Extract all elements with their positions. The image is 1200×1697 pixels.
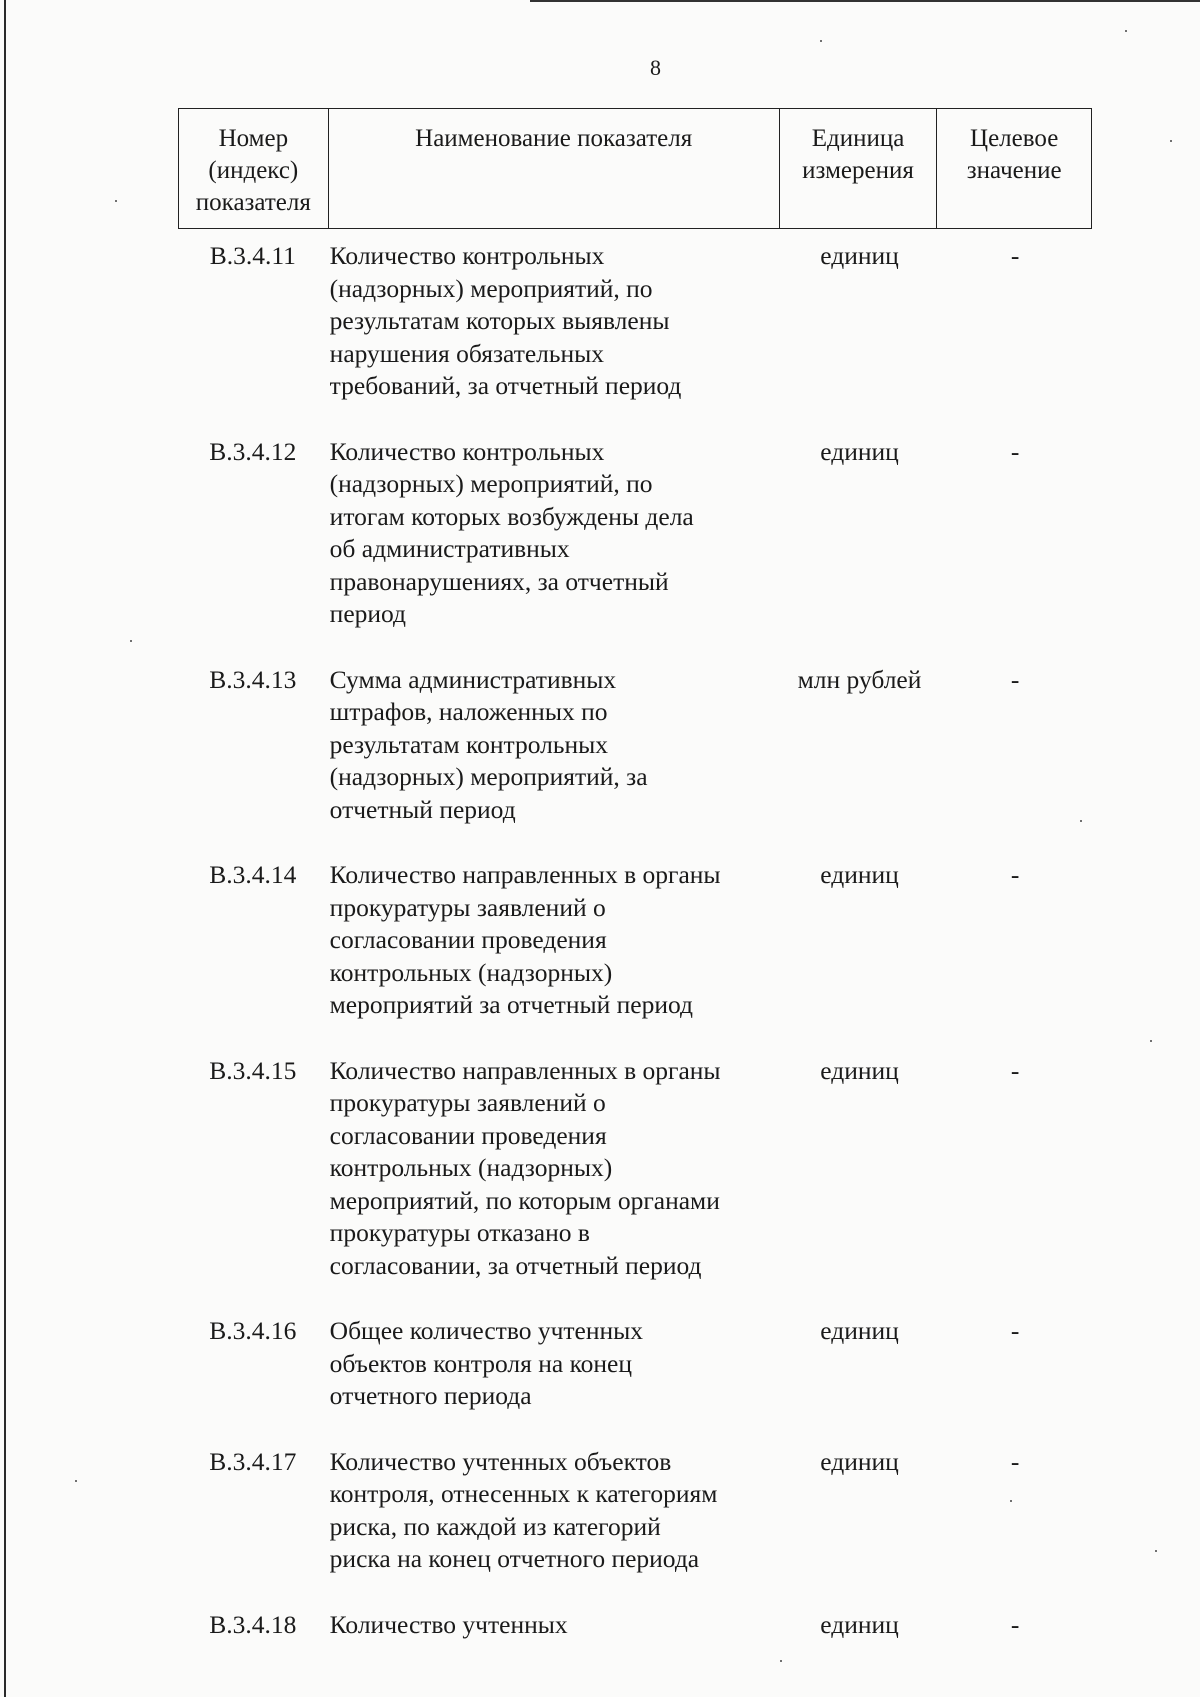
scan-border-top	[530, 0, 1200, 2]
indicator-name-line: результатам которых выявлены	[329, 306, 670, 335]
indicator-name-line: отчетного периода	[329, 1381, 532, 1410]
scan-speck	[1010, 1500, 1012, 1502]
table-row	[178, 1315, 1092, 1413]
indicator-name	[328, 664, 781, 827]
indicator-name-line: Количество контрольных	[329, 436, 605, 466]
indicator-unit: единиц	[820, 241, 899, 270]
indicator-number: В.3.4.18	[209, 1609, 297, 1639]
indicator-name-line: период	[329, 599, 407, 628]
table-header	[178, 108, 1092, 229]
indicator-name	[328, 1055, 781, 1283]
table-row	[178, 240, 1092, 403]
indicator-name-line: согласовании, за отчетный период	[329, 1250, 702, 1280]
indicator-number: В.3.4.15	[209, 1055, 297, 1085]
indicator-number: В.3.4.11	[209, 241, 296, 270]
indicator-name-line: прокуратуры заявлений о	[329, 892, 606, 922]
indicator-name-line: отчетный период	[329, 794, 516, 824]
indicator-name-line: правонарушениях, за отчетный	[329, 566, 669, 596]
scan-speck	[1080, 820, 1082, 822]
indicator-number: В.3.4.12	[209, 436, 297, 466]
indicator-target: -	[1010, 241, 1020, 270]
indicator-name-line: контрольных (надзорных)	[329, 957, 613, 987]
indicator-name-line: (надзорных) мероприятий, за	[329, 762, 648, 791]
indicator-name-line: согласовании проведения	[329, 925, 607, 954]
indicator-name-line: Количество учтенных объектов	[329, 1446, 672, 1476]
indicator-name	[328, 1315, 781, 1413]
indicator-unit: млн рублей	[797, 664, 922, 694]
header-name: Наименование показателя	[329, 109, 780, 228]
indicator-name-line: Количество направленных в органы	[329, 860, 721, 889]
indicator-name-line: прокуратуры заявлений о	[329, 1088, 606, 1117]
table-row	[178, 1609, 1092, 1642]
indicator-name-line: результатам контрольных	[329, 729, 608, 759]
indicator-name-line: Количество учтенных	[329, 1609, 568, 1639]
indicator-target: -	[1010, 1609, 1020, 1639]
indicator-unit: единиц	[820, 1316, 899, 1345]
indicator-name-line: риска, по каждой из категорий	[329, 1511, 661, 1541]
scan-speck	[820, 40, 822, 42]
indicator-name-line: объектов контроля на конец	[329, 1348, 633, 1378]
indicator-name-line: контрольных (надзорных)	[329, 1153, 613, 1182]
indicator-name	[328, 1446, 781, 1576]
indicator-name-line: прокуратуры отказано в	[329, 1218, 590, 1247]
scan-speck	[780, 1660, 782, 1662]
header-target: Целевое значение	[966, 125, 1062, 184]
indicator-unit: единиц	[820, 1055, 899, 1085]
header-number: Номер (индекс) показателя	[179, 109, 329, 228]
indicator-name-line: итогам которых возбуждены дела	[329, 501, 694, 531]
indicator-target: -	[1010, 860, 1020, 889]
indicator-target: -	[1010, 1446, 1020, 1476]
scan-speck	[75, 1480, 77, 1482]
indicator-number: В.3.4.13	[209, 664, 297, 694]
indicator-name-line: нарушения обязательных	[329, 338, 605, 368]
indicator-number: В.3.4.14	[209, 860, 297, 889]
scan-speck	[1155, 1550, 1157, 1552]
indicator-target: -	[1010, 1055, 1020, 1085]
indicator-number: В.3.4.16	[209, 1316, 297, 1345]
indicator-name-line: (надзорных) мероприятий, по	[329, 469, 653, 498]
indicator-name-line: (надзорных) мероприятий, по	[329, 273, 653, 303]
indicator-name-line: Количество контрольных	[329, 241, 605, 270]
table-row	[178, 436, 1092, 631]
indicator-name-line: об административных	[329, 534, 570, 563]
indicator-number: В.3.4.17	[209, 1446, 297, 1476]
table-row	[178, 859, 1092, 1022]
indicator-unit: единиц	[820, 436, 899, 466]
table-row	[178, 1055, 1092, 1283]
header-unit: Единица измерения	[780, 109, 938, 228]
indicator-name-line: риска на конец отчетного периода	[329, 1544, 700, 1573]
table-body	[178, 240, 1092, 1674]
indicator-name	[328, 1609, 781, 1642]
indicator-name-line: Общее количество учтенных	[329, 1316, 644, 1345]
indicator-name-line: Сумма административных	[329, 664, 617, 694]
scan-speck	[1170, 140, 1172, 142]
indicator-name	[328, 859, 781, 1022]
page-number: 8	[650, 55, 661, 80]
scan-border-left	[4, 0, 6, 1697]
table-row	[178, 1446, 1092, 1576]
scan-speck	[1150, 1040, 1152, 1042]
indicator-name	[328, 436, 781, 631]
indicator-name	[328, 240, 781, 403]
indicator-name-line: Количество направленных в органы	[329, 1055, 721, 1085]
indicator-name-line: требований, за отчетный период	[329, 371, 682, 400]
indicator-name-line: мероприятий за отчетный период	[329, 990, 693, 1019]
indicator-name-line: контроля, отнесенных к категориям	[329, 1479, 718, 1508]
scan-speck	[1125, 30, 1127, 32]
indicator-target: -	[1010, 1316, 1020, 1345]
indicator-name-line: штрафов, наложенных по	[329, 697, 608, 726]
indicator-unit: единиц	[820, 1446, 899, 1476]
scan-speck	[130, 640, 132, 642]
indicator-unit: единиц	[820, 860, 899, 889]
indicator-target: -	[1010, 436, 1020, 466]
indicator-name-line: мероприятий, по которым органами	[329, 1185, 720, 1215]
indicator-unit: единиц	[820, 1609, 899, 1639]
table-row	[178, 664, 1092, 827]
scan-speck	[115, 200, 117, 202]
indicator-name-line: согласовании проведения	[329, 1120, 607, 1150]
indicator-target: -	[1010, 664, 1020, 694]
